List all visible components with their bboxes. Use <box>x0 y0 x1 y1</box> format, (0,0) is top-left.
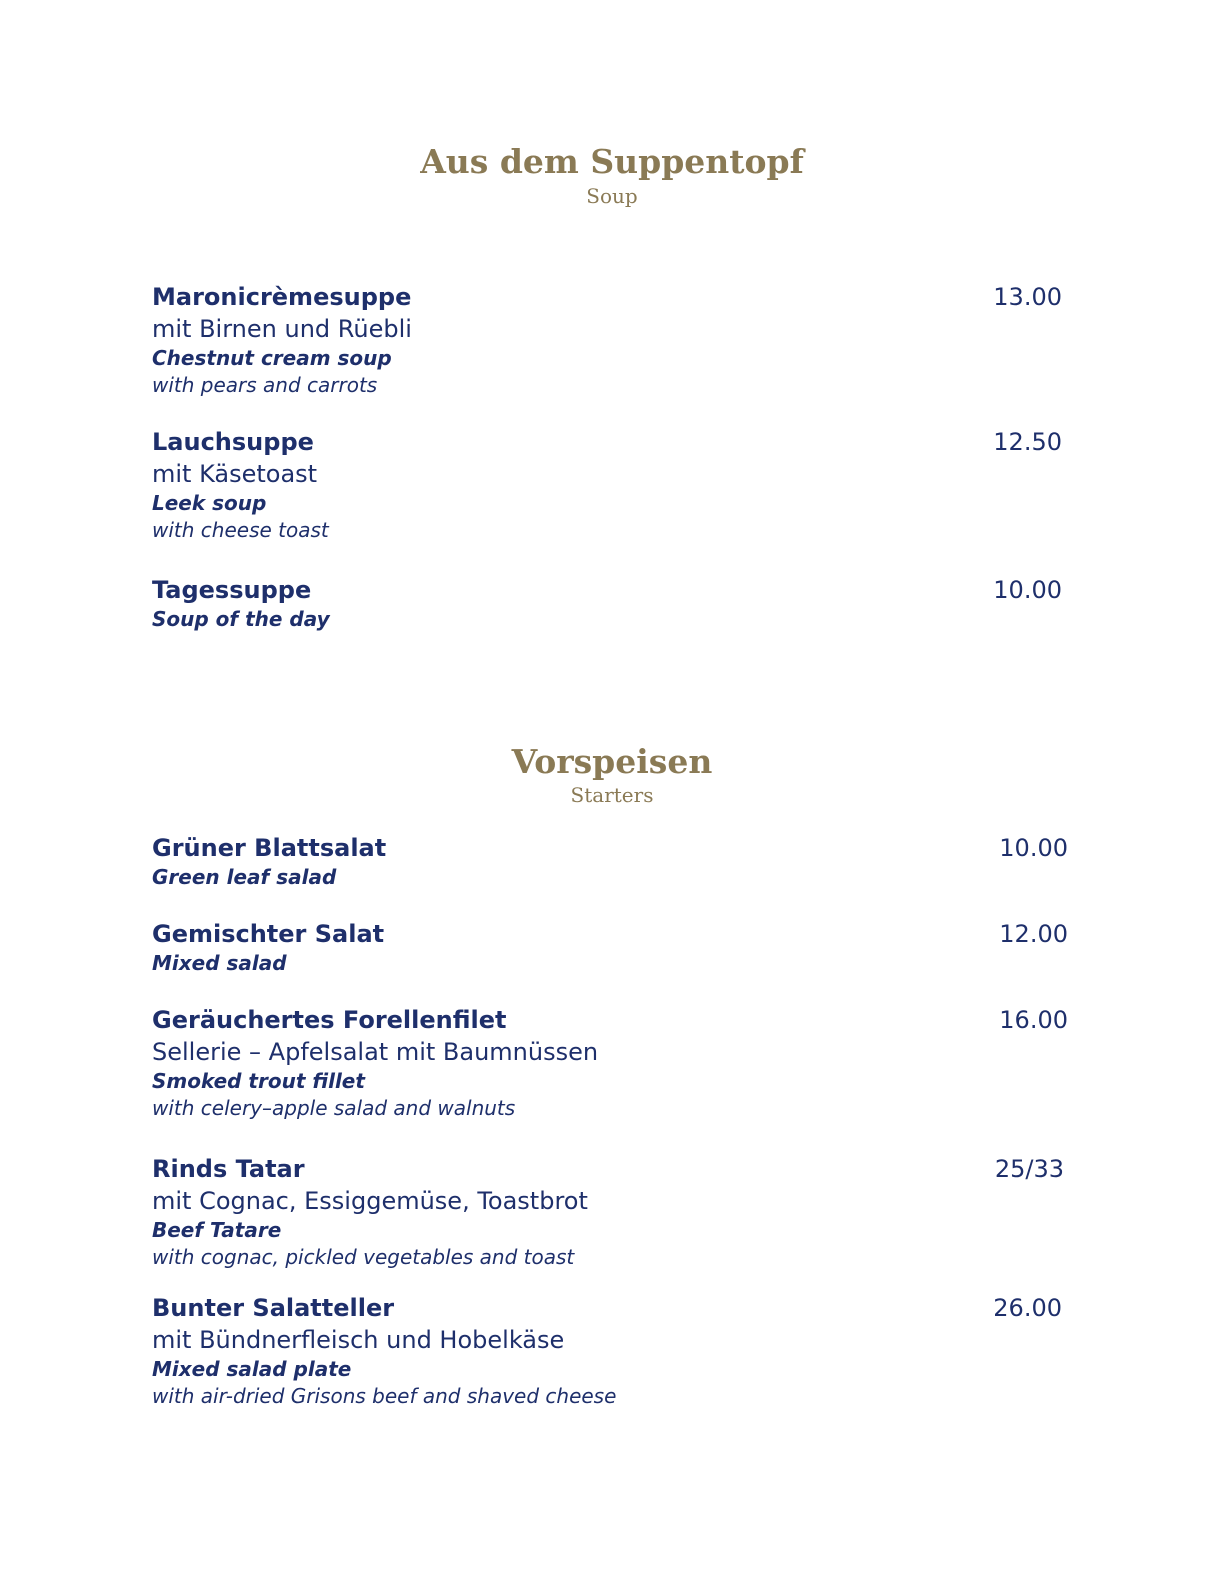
section-subtitle-starters: Starters <box>570 783 654 807</box>
item-name-en: Mixed salad plate <box>152 1357 352 1381</box>
item-name-de: Grüner Blattsalat <box>152 834 387 862</box>
item-name-en: Leek soup <box>152 491 267 515</box>
menu-item-gruener-blattsalat <box>152 832 1072 891</box>
item-description-en: with pears and carrots <box>152 373 378 397</box>
item-name-en: Green leaf salad <box>152 865 337 889</box>
menu-item-forellenfilet <box>152 1004 1072 1122</box>
item-name-de: Gemischter Salat <box>152 920 385 948</box>
item-name-de: Tagessuppe <box>152 576 312 604</box>
section-title-starters: Vorspeisen <box>511 742 713 781</box>
item-name-de: Geräuchertes Forellenfilet <box>152 1006 507 1034</box>
item-name-en: Beef Tatare <box>152 1218 282 1242</box>
item-description-en: with air-dried Grisons beef and shaved cheese <box>152 1384 617 1408</box>
menu-item-bunter-salatteller <box>152 1292 1072 1410</box>
menu-item-rinds-tatar <box>152 1153 1072 1271</box>
item-name-en: Soup of the day <box>152 607 330 631</box>
item-name-en: Smoked trout fillet <box>152 1069 365 1093</box>
item-price: 16.00 <box>999 1006 1068 1034</box>
item-description-en: with cheese toast <box>152 518 329 542</box>
item-price: 13.00 <box>993 283 1062 311</box>
menu-item-lauchsuppe <box>152 426 1072 544</box>
menu-item-gemischter-salat <box>152 918 1072 977</box>
item-name-de: Maronicrèmesuppe <box>152 283 412 311</box>
item-description-de: mit Birnen und Rüebli <box>152 315 412 343</box>
item-price: 25/33 <box>994 1155 1064 1183</box>
item-name-en: Mixed salad <box>152 951 287 975</box>
item-description-en: with cognac, pickled vegetables and toast <box>152 1245 575 1269</box>
item-price: 10.00 <box>993 576 1062 604</box>
item-price: 12.50 <box>993 428 1062 456</box>
section-title-soup: Aus dem Suppentopf <box>420 142 804 181</box>
item-description-de: mit Cognac, Essiggemüse, Toastbrot <box>152 1187 588 1215</box>
item-price: 26.00 <box>993 1294 1062 1322</box>
item-price: 10.00 <box>999 834 1068 862</box>
item-description-de: mit Käsetoast <box>152 460 318 488</box>
item-name-en: Chestnut cream soup <box>152 346 392 370</box>
item-name-de: Rinds Tatar <box>152 1155 305 1183</box>
item-name-de: Bunter Salatteller <box>152 1294 395 1322</box>
item-price: 12.00 <box>999 920 1068 948</box>
item-description-de: mit Bündnerfleisch und Hobelkäse <box>152 1326 565 1354</box>
item-description-de: Sellerie – Apfelsalat mit Baumnüssen <box>152 1038 599 1066</box>
item-name-de: Lauchsuppe <box>152 428 314 456</box>
item-description-en: with celery–apple salad and walnuts <box>152 1096 516 1120</box>
menu-item-tagessuppe <box>152 574 1072 633</box>
menu-item-maronicremesuppe <box>152 281 1072 399</box>
section-subtitle-soup: Soup <box>586 184 638 208</box>
